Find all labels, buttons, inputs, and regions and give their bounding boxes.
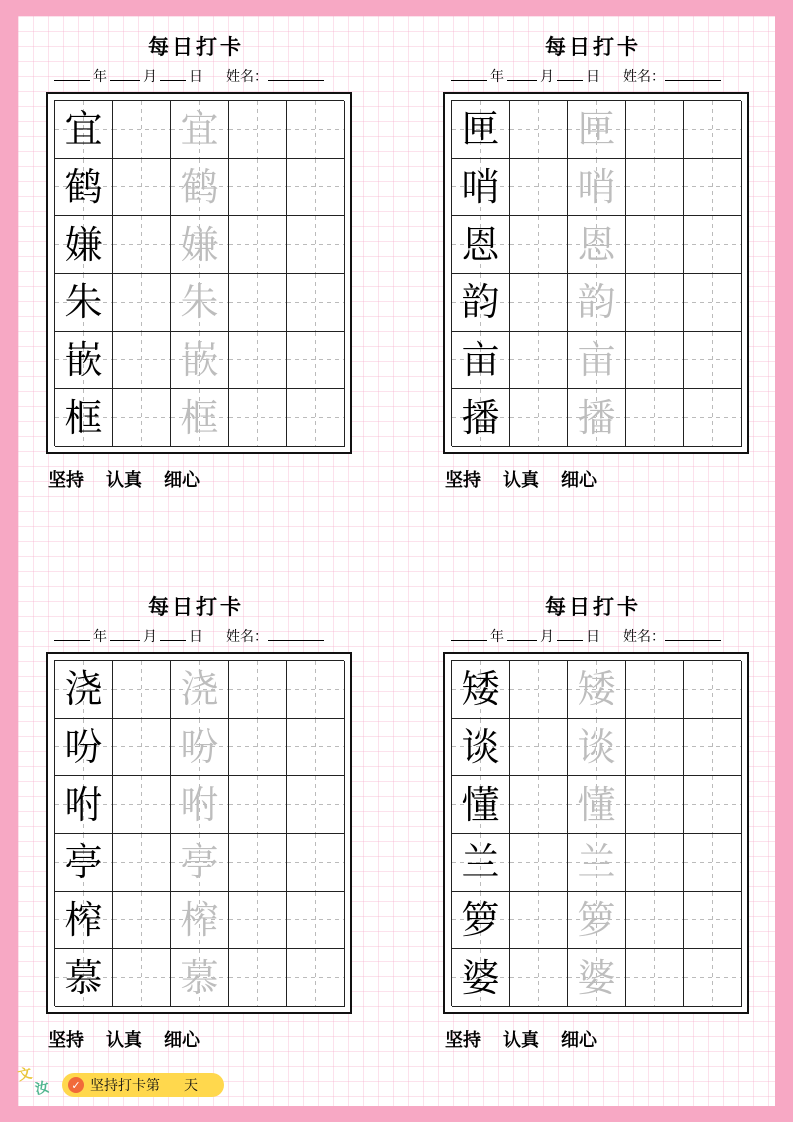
grid-cell[interactable]: [626, 101, 684, 159]
grid-cell[interactable]: [55, 216, 113, 274]
grid-cell[interactable]: [55, 776, 113, 834]
grid-cell[interactable]: [510, 719, 568, 777]
grid-cell[interactable]: [55, 159, 113, 217]
grid-cell[interactable]: [568, 159, 626, 217]
year-label: 年: [490, 69, 504, 85]
stamp-char-2: 汝: [33, 1079, 51, 1098]
model-character: 播: [461, 395, 500, 440]
grid-cell[interactable]: [452, 216, 510, 274]
trace-character: 恩: [577, 222, 616, 267]
grid-cell[interactable]: [55, 389, 113, 447]
grid-cell[interactable]: [113, 332, 171, 390]
date-name-line: [46, 626, 346, 646]
model-character: 慕: [64, 955, 103, 1000]
grid-cell[interactable]: [510, 101, 568, 159]
grid-cell[interactable]: [568, 949, 626, 1007]
grid-cell[interactable]: [287, 389, 345, 447]
grid-cell[interactable]: [684, 389, 742, 447]
name-label: 姓名：: [226, 69, 268, 85]
motto-line: [48, 468, 348, 494]
date-name-line: [46, 66, 346, 86]
grid-cell[interactable]: [171, 332, 229, 390]
name-blank[interactable]: [268, 66, 324, 81]
grid-cell[interactable]: [626, 216, 684, 274]
card-title: 每日打卡: [545, 594, 641, 619]
trace-character: 谈: [577, 724, 616, 769]
grid-cell[interactable]: [229, 776, 287, 834]
grid-cell[interactable]: [452, 274, 510, 332]
motto-word: 细心: [561, 1030, 597, 1051]
grid-cell[interactable]: [113, 776, 171, 834]
grid-cell[interactable]: [171, 776, 229, 834]
practice-grid-frame: [443, 92, 749, 454]
practice-grid: [54, 660, 344, 1006]
practice-grid: [451, 660, 741, 1006]
card-title: 每日打卡: [148, 34, 244, 59]
grid-cell[interactable]: [510, 834, 568, 892]
grid-cell[interactable]: [171, 389, 229, 447]
motto-word: 细心: [561, 470, 597, 491]
month-blank[interactable]: [507, 66, 537, 81]
trace-character: 榨: [180, 897, 219, 942]
grid-cell[interactable]: [229, 274, 287, 332]
trace-character: 播: [577, 395, 616, 440]
grid-cell[interactable]: [113, 216, 171, 274]
model-character: 嫌: [64, 222, 103, 267]
grid-cell[interactable]: [171, 274, 229, 332]
motto-line: [445, 468, 745, 494]
grid-cell[interactable]: [684, 274, 742, 332]
grid-cell[interactable]: [452, 776, 510, 834]
grid-cell[interactable]: [568, 776, 626, 834]
grid-cell[interactable]: [113, 661, 171, 719]
trace-character: 匣: [577, 107, 616, 152]
grid-cell[interactable]: [287, 892, 345, 950]
model-character: 咐: [64, 782, 103, 827]
grid-cell[interactable]: [510, 949, 568, 1007]
grid-cell[interactable]: [684, 159, 742, 217]
trace-character: 哨: [577, 164, 616, 209]
name-blank[interactable]: [665, 66, 721, 81]
grid-cell[interactable]: [229, 101, 287, 159]
name-label: 姓名：: [226, 629, 268, 645]
grid-cell[interactable]: [229, 949, 287, 1007]
grid-cell[interactable]: [452, 101, 510, 159]
grid-cell[interactable]: [626, 274, 684, 332]
grid-cell[interactable]: [171, 834, 229, 892]
trace-character: 浇: [180, 667, 219, 712]
grid-cell[interactable]: [113, 389, 171, 447]
year-label: 年: [490, 629, 504, 645]
grid-cell[interactable]: [55, 661, 113, 719]
grid-cell[interactable]: [113, 892, 171, 950]
grid-cell[interactable]: [684, 661, 742, 719]
grid-cell[interactable]: [55, 101, 113, 159]
badge-text-after: 天: [184, 1078, 198, 1094]
month-label: 月: [540, 69, 554, 85]
name-label: 姓名：: [623, 629, 665, 645]
grid-cell[interactable]: [568, 389, 626, 447]
grid-cell[interactable]: [568, 719, 626, 777]
grid-cell[interactable]: [229, 661, 287, 719]
grid-cell[interactable]: [626, 159, 684, 217]
name-blank[interactable]: [665, 626, 721, 641]
trace-character: 宜: [180, 107, 219, 152]
grid-cell[interactable]: [626, 332, 684, 390]
grid-cell[interactable]: [626, 719, 684, 777]
practice-grid-frame: [46, 652, 352, 1014]
grid-cell[interactable]: [626, 661, 684, 719]
grid-cell[interactable]: [452, 159, 510, 217]
grid-cell[interactable]: [287, 776, 345, 834]
grid-cell[interactable]: [171, 101, 229, 159]
day-blank[interactable]: [557, 626, 583, 641]
name-label: 姓名：: [623, 69, 665, 85]
grid-cell[interactable]: [171, 661, 229, 719]
trace-character: 箩: [577, 897, 616, 942]
trace-character: 矮: [577, 667, 616, 712]
grid-cell[interactable]: [287, 834, 345, 892]
grid-cell[interactable]: [452, 834, 510, 892]
trace-character: 慕: [180, 955, 219, 1000]
grid-cell[interactable]: [113, 949, 171, 1007]
name-blank[interactable]: [268, 626, 324, 641]
grid-cell[interactable]: [452, 332, 510, 390]
grid-cell[interactable]: [510, 661, 568, 719]
grid-cell[interactable]: [510, 776, 568, 834]
grid-cell[interactable]: [229, 159, 287, 217]
month-label: 月: [143, 69, 157, 85]
model-character: 箩: [461, 897, 500, 942]
motto-word: 细心: [164, 1030, 200, 1051]
model-character: 朱: [64, 280, 103, 325]
trace-character: 吩: [180, 724, 219, 769]
model-character: 鹤: [64, 164, 103, 209]
grid-cell[interactable]: [171, 892, 229, 950]
date-name-line: [443, 626, 743, 646]
month-blank[interactable]: [110, 66, 140, 81]
grid-cell[interactable]: [229, 892, 287, 950]
grid-cell[interactable]: [510, 389, 568, 447]
grid-cell[interactable]: [171, 159, 229, 217]
grid-cell[interactable]: [452, 661, 510, 719]
grid-cell[interactable]: [55, 332, 113, 390]
motto-word: 认真: [106, 1030, 142, 1051]
grid-cell[interactable]: [510, 332, 568, 390]
month-blank[interactable]: [507, 626, 537, 641]
motto-word: 认真: [106, 470, 142, 491]
grid-cell[interactable]: [55, 719, 113, 777]
grid-cell[interactable]: [452, 949, 510, 1007]
model-character: 恩: [461, 222, 500, 267]
grid-cell[interactable]: [171, 216, 229, 274]
model-character: 亭: [64, 840, 103, 885]
grid-cell[interactable]: [684, 719, 742, 777]
model-character: 谈: [461, 724, 500, 769]
grid-cell[interactable]: [568, 661, 626, 719]
date-name-line: [443, 66, 743, 86]
day-label: 日: [189, 629, 203, 645]
day-label: 日: [586, 629, 600, 645]
check-icon: ✓: [68, 1077, 84, 1093]
grid-cell[interactable]: [55, 834, 113, 892]
model-character: 亩: [461, 337, 500, 382]
grid-cell[interactable]: [626, 389, 684, 447]
practice-grid-frame: [443, 652, 749, 1014]
motto-word: 认真: [503, 470, 539, 491]
grid-cell[interactable]: [684, 949, 742, 1007]
grid-cell[interactable]: [287, 159, 345, 217]
trace-character: 亭: [180, 840, 219, 885]
card-title: 每日打卡: [545, 34, 641, 59]
year-blank[interactable]: [54, 66, 90, 81]
grid-cell[interactable]: [113, 274, 171, 332]
model-character: 嵌: [64, 337, 103, 382]
grid-cell[interactable]: [568, 892, 626, 950]
grid-cell[interactable]: [626, 892, 684, 950]
day-blank[interactable]: [160, 66, 186, 81]
trace-character: 婆: [577, 955, 616, 1000]
month-label: 月: [540, 629, 554, 645]
grid-cell[interactable]: [287, 719, 345, 777]
grid-cell[interactable]: [626, 949, 684, 1007]
motto-word: 坚持: [445, 1030, 481, 1051]
motto-word: 细心: [164, 470, 200, 491]
grid-cell[interactable]: [568, 101, 626, 159]
practice-grid: [54, 100, 344, 446]
grid-cell[interactable]: [684, 834, 742, 892]
grid-cell[interactable]: [452, 892, 510, 950]
stamp-char-1: 文: [16, 1065, 34, 1085]
grid-cell[interactable]: [171, 949, 229, 1007]
grid-cell[interactable]: [229, 389, 287, 447]
month-label: 月: [143, 629, 157, 645]
model-character: 宜: [64, 107, 103, 152]
grid-cell[interactable]: [113, 834, 171, 892]
grid-cell[interactable]: [452, 389, 510, 447]
grid-cell[interactable]: [113, 719, 171, 777]
grid-cell[interactable]: [684, 101, 742, 159]
year-blank[interactable]: [54, 626, 90, 641]
grid-cell[interactable]: [684, 892, 742, 950]
practice-grid: [451, 100, 741, 446]
day-blank[interactable]: [160, 626, 186, 641]
model-character: 兰: [461, 840, 500, 885]
model-character: 韵: [461, 280, 500, 325]
practice-grid-frame: [46, 92, 352, 454]
model-character: 吩: [64, 724, 103, 769]
grid-cell[interactable]: [55, 892, 113, 950]
day-label: 日: [189, 69, 203, 85]
trace-character: 韵: [577, 280, 616, 325]
grid-cell[interactable]: [287, 101, 345, 159]
motto-word: 认真: [503, 1030, 539, 1051]
trace-character: 嫌: [180, 222, 219, 267]
grid-cell[interactable]: [684, 776, 742, 834]
corner-stamp: [16, 1060, 63, 1105]
grid-cell[interactable]: [171, 719, 229, 777]
grid-cell[interactable]: [229, 332, 287, 390]
motto-line: [445, 1028, 745, 1054]
model-character: 哨: [461, 164, 500, 209]
grid-cell[interactable]: [113, 159, 171, 217]
grid-cell[interactable]: [568, 274, 626, 332]
grid-cell[interactable]: [229, 719, 287, 777]
grid-cell[interactable]: [287, 661, 345, 719]
grid-cell[interactable]: [287, 274, 345, 332]
day-blank[interactable]: [557, 66, 583, 81]
model-character: 浇: [64, 667, 103, 712]
grid-cell[interactable]: [626, 776, 684, 834]
motto-word: 坚持: [48, 1030, 84, 1051]
grid-cell[interactable]: [510, 274, 568, 332]
checkin-badge: [62, 1073, 224, 1097]
grid-cell[interactable]: [684, 216, 742, 274]
grid-cell[interactable]: [626, 834, 684, 892]
grid-cell[interactable]: [55, 274, 113, 332]
trace-character: 兰: [577, 840, 616, 885]
motto-word: 坚持: [445, 470, 481, 491]
grid-cell[interactable]: [229, 216, 287, 274]
model-character: 框: [64, 395, 103, 440]
model-character: 懂: [461, 782, 500, 827]
trace-character: 亩: [577, 337, 616, 382]
grid-cell[interactable]: [568, 834, 626, 892]
grid-cell[interactable]: [229, 834, 287, 892]
year-blank[interactable]: [451, 626, 487, 641]
day-label: 日: [586, 69, 600, 85]
grid-cell[interactable]: [113, 101, 171, 159]
grid-cell[interactable]: [287, 332, 345, 390]
year-label: 年: [93, 629, 107, 645]
trace-character: 懂: [577, 782, 616, 827]
motto-line: [48, 1028, 348, 1054]
grid-cell[interactable]: [510, 216, 568, 274]
model-character: 榨: [64, 897, 103, 942]
motto-word: 坚持: [48, 470, 84, 491]
grid-cell[interactable]: [510, 159, 568, 217]
trace-character: 咐: [180, 782, 219, 827]
month-blank[interactable]: [110, 626, 140, 641]
card-title: 每日打卡: [148, 594, 244, 619]
trace-character: 朱: [180, 280, 219, 325]
grid-cell[interactable]: [568, 332, 626, 390]
grid-cell[interactable]: [452, 719, 510, 777]
year-blank[interactable]: [451, 66, 487, 81]
grid-cell[interactable]: [510, 892, 568, 950]
model-character: 婆: [461, 955, 500, 1000]
grid-cell[interactable]: [684, 332, 742, 390]
model-character: 矮: [461, 667, 500, 712]
grid-cell[interactable]: [287, 949, 345, 1007]
year-label: 年: [93, 69, 107, 85]
grid-cell[interactable]: [287, 216, 345, 274]
trace-character: 框: [180, 395, 219, 440]
trace-character: 鹤: [180, 164, 219, 209]
grid-cell[interactable]: [568, 216, 626, 274]
badge-text-before: 坚持打卡第: [90, 1078, 160, 1094]
model-character: 匣: [461, 107, 500, 152]
trace-character: 嵌: [180, 337, 219, 382]
grid-cell[interactable]: [55, 949, 113, 1007]
